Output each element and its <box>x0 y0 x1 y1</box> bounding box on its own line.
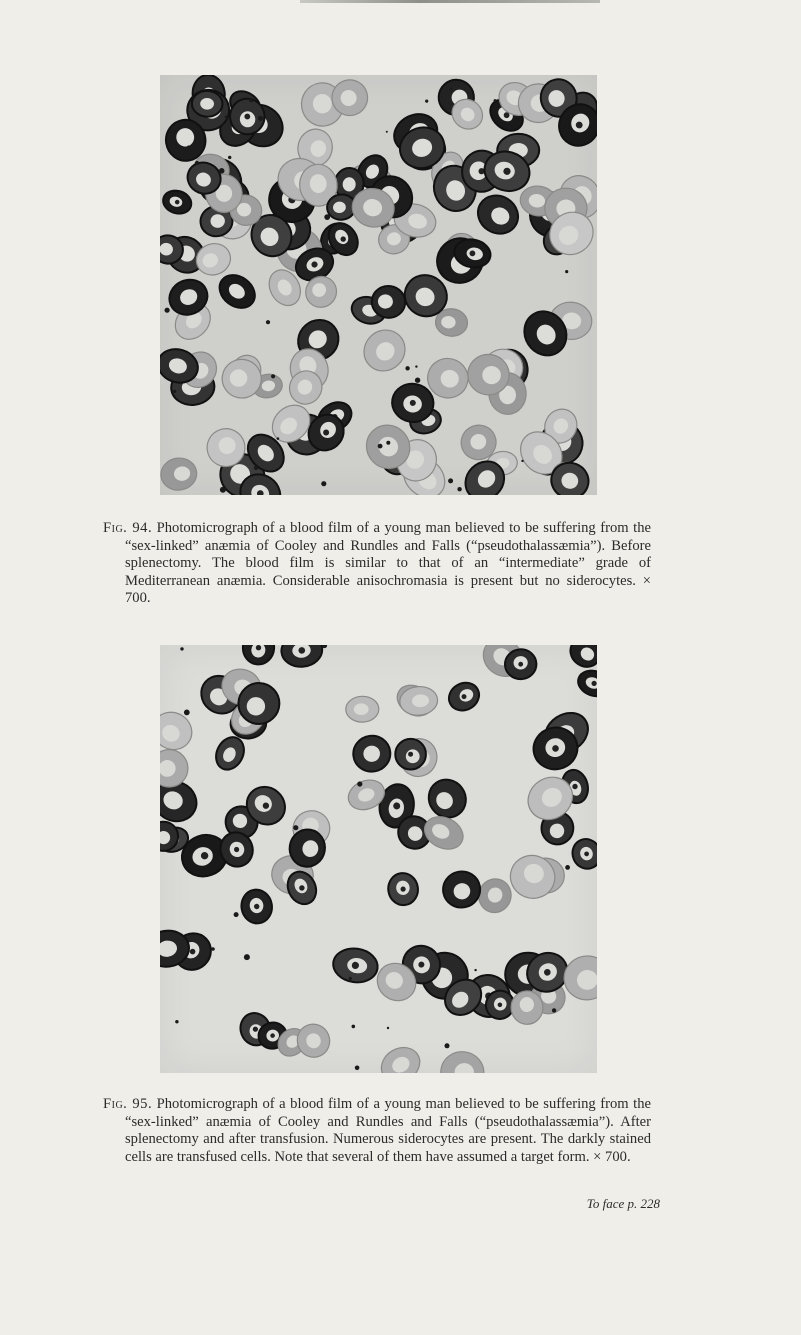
figure-94-caption <box>103 520 651 608</box>
page-top-edge-mark <box>300 0 600 3</box>
red-blood-cell <box>292 1019 335 1062</box>
stain-speck <box>494 99 497 102</box>
red-blood-cell <box>504 648 537 679</box>
figure-95-caption <box>103 1096 651 1166</box>
stain-speck <box>565 270 568 273</box>
stain-speck <box>228 156 231 159</box>
red-blood-cell <box>504 849 561 905</box>
stain-speck <box>405 366 409 370</box>
stain-speck <box>474 969 476 971</box>
red-blood-cell <box>444 678 484 716</box>
red-blood-cell <box>575 666 597 700</box>
stain-speck <box>254 466 258 470</box>
stain-speck <box>277 437 280 440</box>
stain-speck <box>271 374 275 378</box>
red-blood-cell <box>356 322 414 380</box>
red-blood-cell <box>568 834 597 873</box>
red-blood-cell <box>471 188 525 241</box>
stain-speck <box>349 977 352 980</box>
stain-speck <box>195 161 199 165</box>
red-blood-cell <box>565 645 597 673</box>
stain-speck <box>425 100 428 103</box>
stain-speck <box>565 865 570 870</box>
red-blood-cell <box>160 705 199 756</box>
stain-speck <box>352 1025 356 1029</box>
stain-speck <box>378 444 383 449</box>
stain-speck <box>266 320 270 324</box>
stain-speck <box>211 947 215 951</box>
stain-speck <box>234 912 239 917</box>
red-blood-cell <box>280 645 323 668</box>
red-blood-cell <box>346 696 379 722</box>
stain-speck <box>324 214 330 220</box>
figure-94-label: Fig. 94. <box>103 520 153 536</box>
red-blood-cell <box>419 811 468 856</box>
stain-speck <box>415 378 420 383</box>
stain-speck <box>173 390 176 393</box>
red-blood-cell <box>386 871 420 907</box>
stain-speck <box>563 131 567 135</box>
red-blood-cell <box>331 946 380 985</box>
figure-94-caption-text: Photomicrograph of a blood film of a young man believed to be suffering from the “sex-linked” anæmia of Cooley and Rundles and Falls (“pseudothalassæmia”). Before splenectomy. The blood film is similar to that of an “intermediate” grade of Mediterranean anæmia. Considerable anisochromasia is present but no siderocytes. × 700. <box>125 520 651 607</box>
stain-speck <box>387 1027 389 1029</box>
stain-speck <box>258 116 263 121</box>
stain-speck <box>244 954 250 960</box>
stain-speck <box>180 647 183 650</box>
stain-speck <box>355 1066 360 1071</box>
stain-speck <box>165 308 170 313</box>
stain-speck <box>321 481 326 486</box>
stain-speck <box>219 168 225 174</box>
stain-speck <box>249 98 254 103</box>
stain-speck <box>552 1008 556 1012</box>
stain-speck <box>450 88 452 90</box>
stain-speck <box>457 487 461 491</box>
red-blood-cell <box>439 1050 486 1073</box>
stain-speck <box>448 478 453 483</box>
red-blood-cell <box>160 187 194 217</box>
photomicrograph-fig-94 <box>160 75 597 495</box>
red-blood-cell <box>160 749 189 788</box>
red-blood-cell <box>242 645 275 665</box>
red-blood-cell <box>421 772 473 825</box>
red-blood-cell <box>239 887 274 925</box>
stain-speck <box>225 116 228 119</box>
red-blood-cell <box>191 90 222 117</box>
stain-speck <box>386 441 390 445</box>
facing-page-note: To face p. 228 <box>586 1196 660 1211</box>
red-blood-cell <box>160 456 199 493</box>
figure-95-label: Fig. 95. <box>103 1096 153 1112</box>
stain-speck <box>220 487 226 493</box>
photomicrograph-fig-95 <box>160 645 597 1073</box>
stain-speck <box>445 1043 450 1048</box>
stain-speck <box>187 145 189 147</box>
red-blood-cell <box>351 733 393 774</box>
red-blood-cell <box>375 1041 426 1073</box>
stain-speck <box>521 460 523 462</box>
red-blood-cell <box>213 268 261 314</box>
red-blood-cell <box>562 953 597 1002</box>
stain-speck <box>386 131 388 133</box>
figure-95-caption-text: Photomicrograph of a blood film of a young man believed to be suffering from the “sex-linked” anæmia of Cooley and Rundles and Falls (“pseudothalassæmia”). After splenectomy and after transfusion. Numerous siderocytes are present. The darkly stained cells are transfused cells. Note that several of them have assumed a target form. × 700. <box>125 1096 651 1165</box>
stain-speck <box>415 365 417 367</box>
stain-speck <box>184 710 190 716</box>
blood-film-image-2 <box>160 645 597 1073</box>
red-blood-cell <box>474 874 515 916</box>
stain-speck <box>293 825 298 830</box>
stain-speck <box>357 781 362 786</box>
red-blood-cell <box>440 868 483 910</box>
blood-film-image-1 <box>160 75 597 495</box>
stain-speck <box>175 1020 178 1023</box>
